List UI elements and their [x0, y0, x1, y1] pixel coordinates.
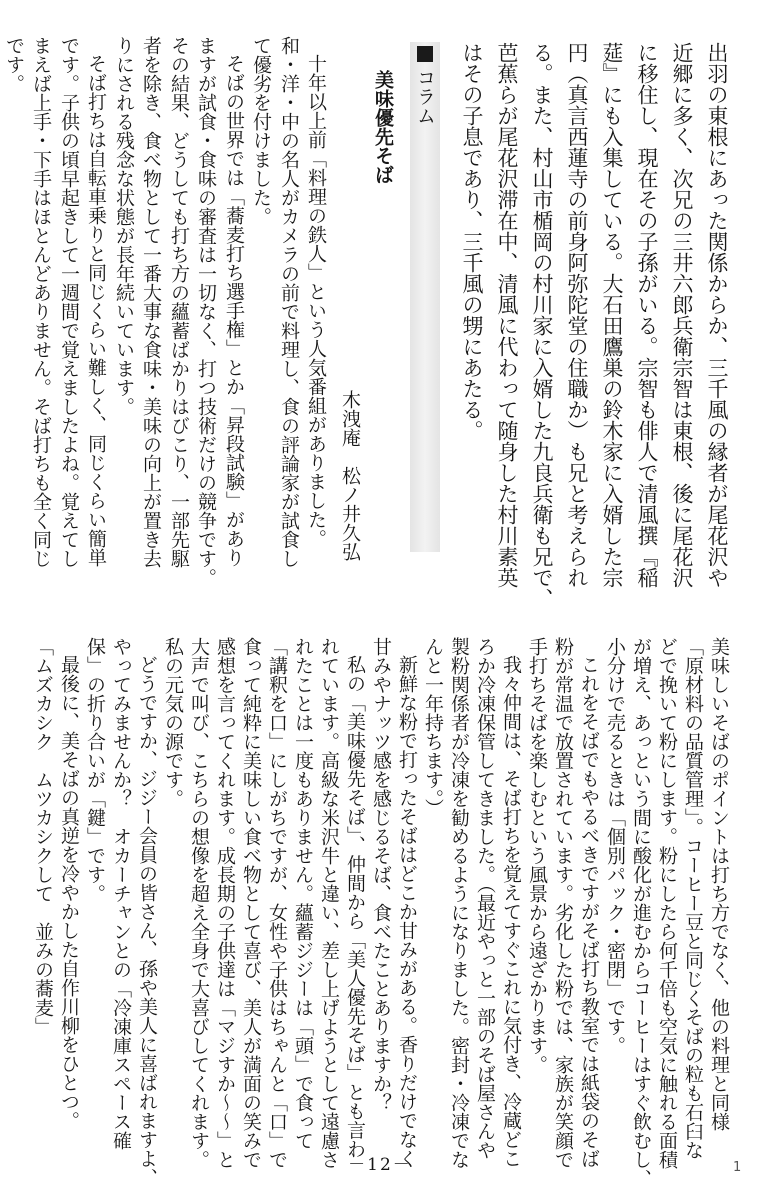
top-column-6: る。また、村山市楯岡の村川家に入婿した九良兵衛も兄で、 — [530, 42, 554, 609]
column-title: 美味優先そば — [372, 70, 394, 184]
top-column-8: はその子息であり、三千風の甥にあたる。 — [460, 42, 484, 441]
top-column-4: 莚』にも入集している。大石田鷹巣の鈴木家に入婿した宗 — [600, 42, 624, 588]
bottom-column-8: 手打ちそばを楽しむという風景から遠ざかります。 — [526, 637, 548, 1074]
bottom-column-22: 私の元気の源です。 — [162, 637, 184, 808]
bottom-column-24: やってみませんか？ オカーチャンとの「冷凍庫スペース確 — [110, 637, 132, 1150]
column-body-5: ますが試食・食味の審査は一切なく、打つ技術だけの競争です。 — [195, 36, 217, 587]
bottom-column-25: 保」の折り合いが「鍵」です。 — [84, 637, 106, 903]
bottom-column-19: 食って純粋に美味しい食べ物として喜び、美人が満面の笑みで — [240, 637, 262, 1169]
bottom-column-9: 我々仲間は、そば打ちを覚えてすぐこれに気付き、冷蔵どこ — [500, 655, 522, 1168]
bottom-column-26: 最後に、美そばの真逆を冷やかした自作川柳をひとつ。 — [58, 655, 80, 1130]
bottom-column-27: 「ムズカシク ムツカシクして 並みの蕎麦」 — [32, 637, 54, 1036]
bottom-column-2: 「原材料の品質管理」。コーヒー豆と同じくそばの粒も石臼な — [682, 637, 704, 1160]
bottom-column-23: どうですか、ジジー会員の皆さん、孫や美人に喜ばれますよ、 — [136, 655, 158, 1187]
column-body-10: です。子供の頃早起きして一週間で覚えましたよね。覚えてし — [58, 36, 80, 568]
bottom-column-17: れたことは一度もありません。蘊蓄ジジーは「頭」で食って — [292, 637, 314, 1150]
bottom-column-18: 「講釈を口」にしがちですが、女性や子供はちゃんと「口」で — [266, 637, 288, 1169]
column-label: コラム — [414, 68, 436, 125]
bottom-column-4: が増え、あっという間に酸化が進むからコーヒーはすぐ飲むし、 — [630, 637, 652, 1188]
column-body-4: そばの世界では「蕎麦打ち選手権」とか「昇段試験」があり — [223, 54, 245, 567]
bottom-column-16: れています。高級な米沢牛と違い、差し上げようとして遠慮さ — [318, 637, 340, 1169]
top-column-7: 芭蕉らが尾花沢滞在中、清風に代わって随身した村川素英 — [495, 42, 519, 588]
column-body-7: 者を除き、食べ物として一番大事な食味・美味の向上が置き去 — [140, 36, 162, 568]
column-body-2: 和・洋・中の名人がカメラの前で料理し、食の評論家が試食し — [278, 36, 300, 568]
top-column-5: 円（真言西蓮寺の前身阿弥陀堂の住職か）も兄と考えられ — [565, 42, 589, 588]
bottom-column-20: 感想を言ってくれます。成長期の子供達は「マジすか〜〜」と — [214, 637, 236, 1169]
top-column-3: に移住し、現在その子孫がいる。宗智も俳人で清風撰『稲 — [635, 42, 659, 588]
edge-mark: 1 — [733, 1160, 742, 1175]
column-body-12: です。 — [3, 36, 25, 93]
column-body-1: 十年以上前「料理の鉄人」という人気番組がありました。 — [305, 54, 327, 548]
bottom-column-13: 新鮮な粉で打ったそばはどこか甘みがある。香りだけでなく — [396, 655, 418, 1168]
column-label-bar — [410, 42, 440, 552]
bottom-column-7: 粉が常温で放置されています。劣化した粉では、家族が笑顔で — [552, 637, 574, 1169]
top-column-2: 近郷に多く、次兄の三井六郎兵衛宗智は東根、後に尾花沢 — [670, 42, 694, 588]
bottom-column-10: ろか冷凍保管してきました。（最近やっと一部のそば屋さんや — [474, 637, 496, 1160]
page-number: －12－ — [348, 1155, 412, 1175]
bottom-column-1: 美味しいそばのポイントは打ち方でなく、他の料理と同様 — [708, 637, 730, 1131]
column-body-6: その結果、どうしても打ち方の蘊蓄ばかりはびこり、一部先駆 — [168, 36, 190, 568]
bottom-column-12: んと一年持ちます。） — [422, 637, 444, 818]
column-body-8: りにされる残念な状態が長年続いています。 — [113, 36, 135, 416]
column-author: 木洩庵 松ノ井久弘 — [339, 390, 361, 561]
bottom-column-14: 甘みやナッツ感を感じるそば、食べたことありますか？ — [370, 637, 392, 1112]
bottom-column-5: 小分けで売るときは「個別パック・密閉」です。 — [604, 637, 626, 1055]
bottom-column-11: 製粉関係者が冷凍を勧めるようになりました。密封・冷凍でな — [448, 637, 470, 1169]
column-body-11: まえば上手・下手はほとんどありません。そば打ちも全く同じ — [30, 36, 52, 568]
bottom-column-3: どで挽いて粉にします。粉にしたら何千倍も空気に触れる面積 — [656, 637, 678, 1169]
bottom-column-15: 私の「美味優先そば」、仲間から「美人優先そば」とも言わ — [344, 655, 366, 1159]
bottom-column-6: これをそばでもやるべきですがそば打ち教室では紙袋のそば — [578, 655, 600, 1168]
column-body-3: て優劣を付けました。 — [250, 36, 272, 226]
square-bullet-icon — [417, 46, 433, 62]
top-column-1: 出羽の東根にあった関係からか、三千風の縁者が尾花沢や — [705, 42, 729, 588]
column-body-9: そば打ちは自転車乗りと同じくらい難しく、同じくらい簡単 — [85, 54, 107, 567]
bottom-column-21: 大声で叫び、こちらの想像を超え全身で大喜びしてくれます。 — [188, 637, 210, 1169]
